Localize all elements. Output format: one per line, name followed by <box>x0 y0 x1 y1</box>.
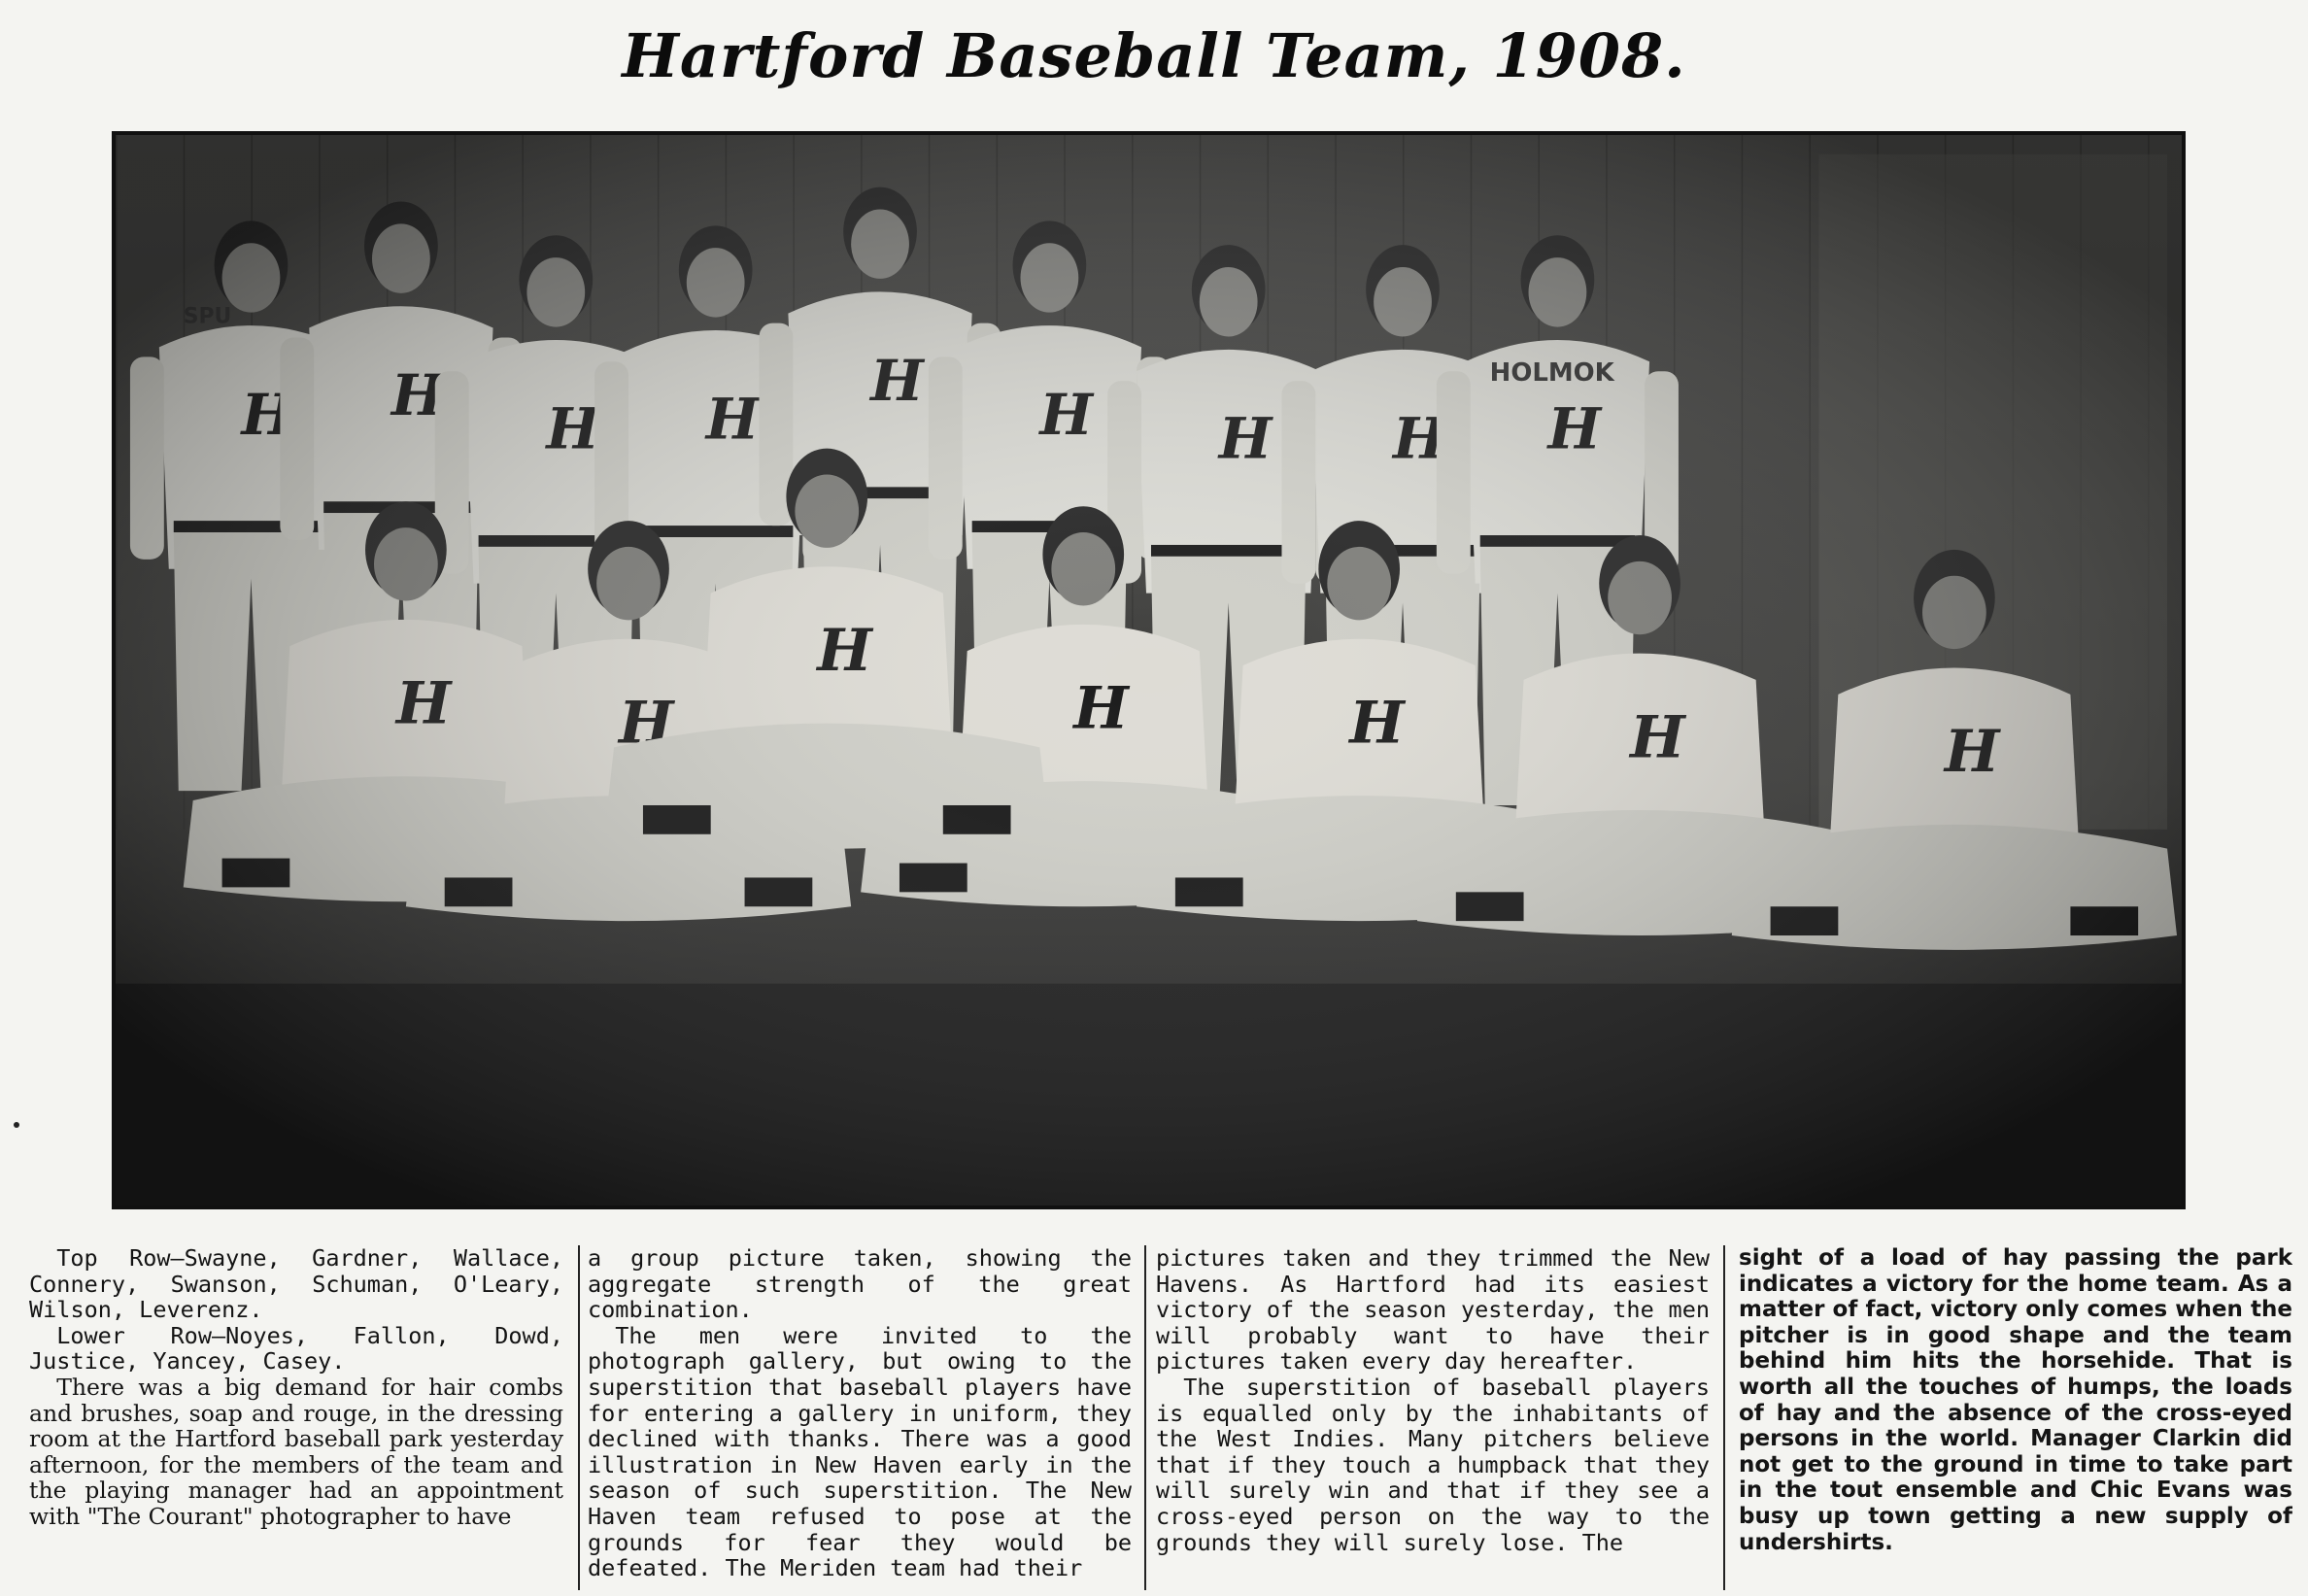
article-columns <box>29 1245 2292 1595</box>
print-speck <box>14 1122 19 1128</box>
column-rule <box>578 1245 580 1590</box>
article-paragraph: There was a big demand for hair combs and brushes, soap and rouge, in the dressing room at the Hartford baseball park yesterday afternoon, for the members of the team and the playing manager had an appointment with "The Courant" photographer to have <box>29 1373 563 1530</box>
article-paragraph: sight of a load of hay passing the park indicates a victory for the home team. As a matter of fact, victory only comes when the pitcher is in good shape and the team behind him hits the horsehide. That is worth all the touches of humps, the loads of hay and the absence of the cross-eyed persons in the world. Manager Clarkin did not get to the ground in time to take part in the tout ensemble and Chic Evans was busy up town getting a new supply of undershirts. <box>1739 1245 2292 1555</box>
headline: Hartford Baseball Team, 1908. <box>622 20 1686 91</box>
column-2 <box>588 1245 1132 1590</box>
article-paragraph: pictures taken and they trimmed the New Havens. As Hartford had its easiest victory of the season yesterday, the men will probably want to have their pictures taken every day hereafter. <box>1156 1245 1710 1375</box>
article-paragraph: a group picture taken, showing the aggregate strength of the great combination. <box>588 1245 1132 1324</box>
team-photo-image <box>116 135 2182 1205</box>
article-paragraph: The superstition of baseball players is equalled only by the inhabitants of the West Indies. Many pitchers believe that if they touch a humpback that they will surely win and that if they see a cross-eyed person on the way to the grounds they will surely lose. The <box>1156 1373 1710 1556</box>
column-3 <box>1156 1245 1710 1590</box>
column-rule <box>1144 1245 1146 1590</box>
column-4 <box>1739 1245 2292 1590</box>
article-paragraph: The men were invited to the photograph gallery, but owing to the superstition that baseball players have for entering a gallery in uniform, they declined with thanks. There was a good illustration in New Haven early in the season of such superstition. The New Haven team refused to pose at the grounds for fear they would be defeated. The Meriden team had their <box>588 1321 1132 1582</box>
column-rule <box>1723 1245 1725 1590</box>
caption-lower-row: Lower Row—Noyes, Fallon, Dowd, Justice, Yancey, Casey. <box>29 1321 563 1375</box>
team-photograph <box>112 131 2186 1209</box>
column-1 <box>29 1245 563 1590</box>
caption-top-row: Top Row—Swayne, Gardner, Wallace, Connery, Swanson, Schuman, O'Leary, Wilson, Leverenz. <box>29 1245 563 1324</box>
